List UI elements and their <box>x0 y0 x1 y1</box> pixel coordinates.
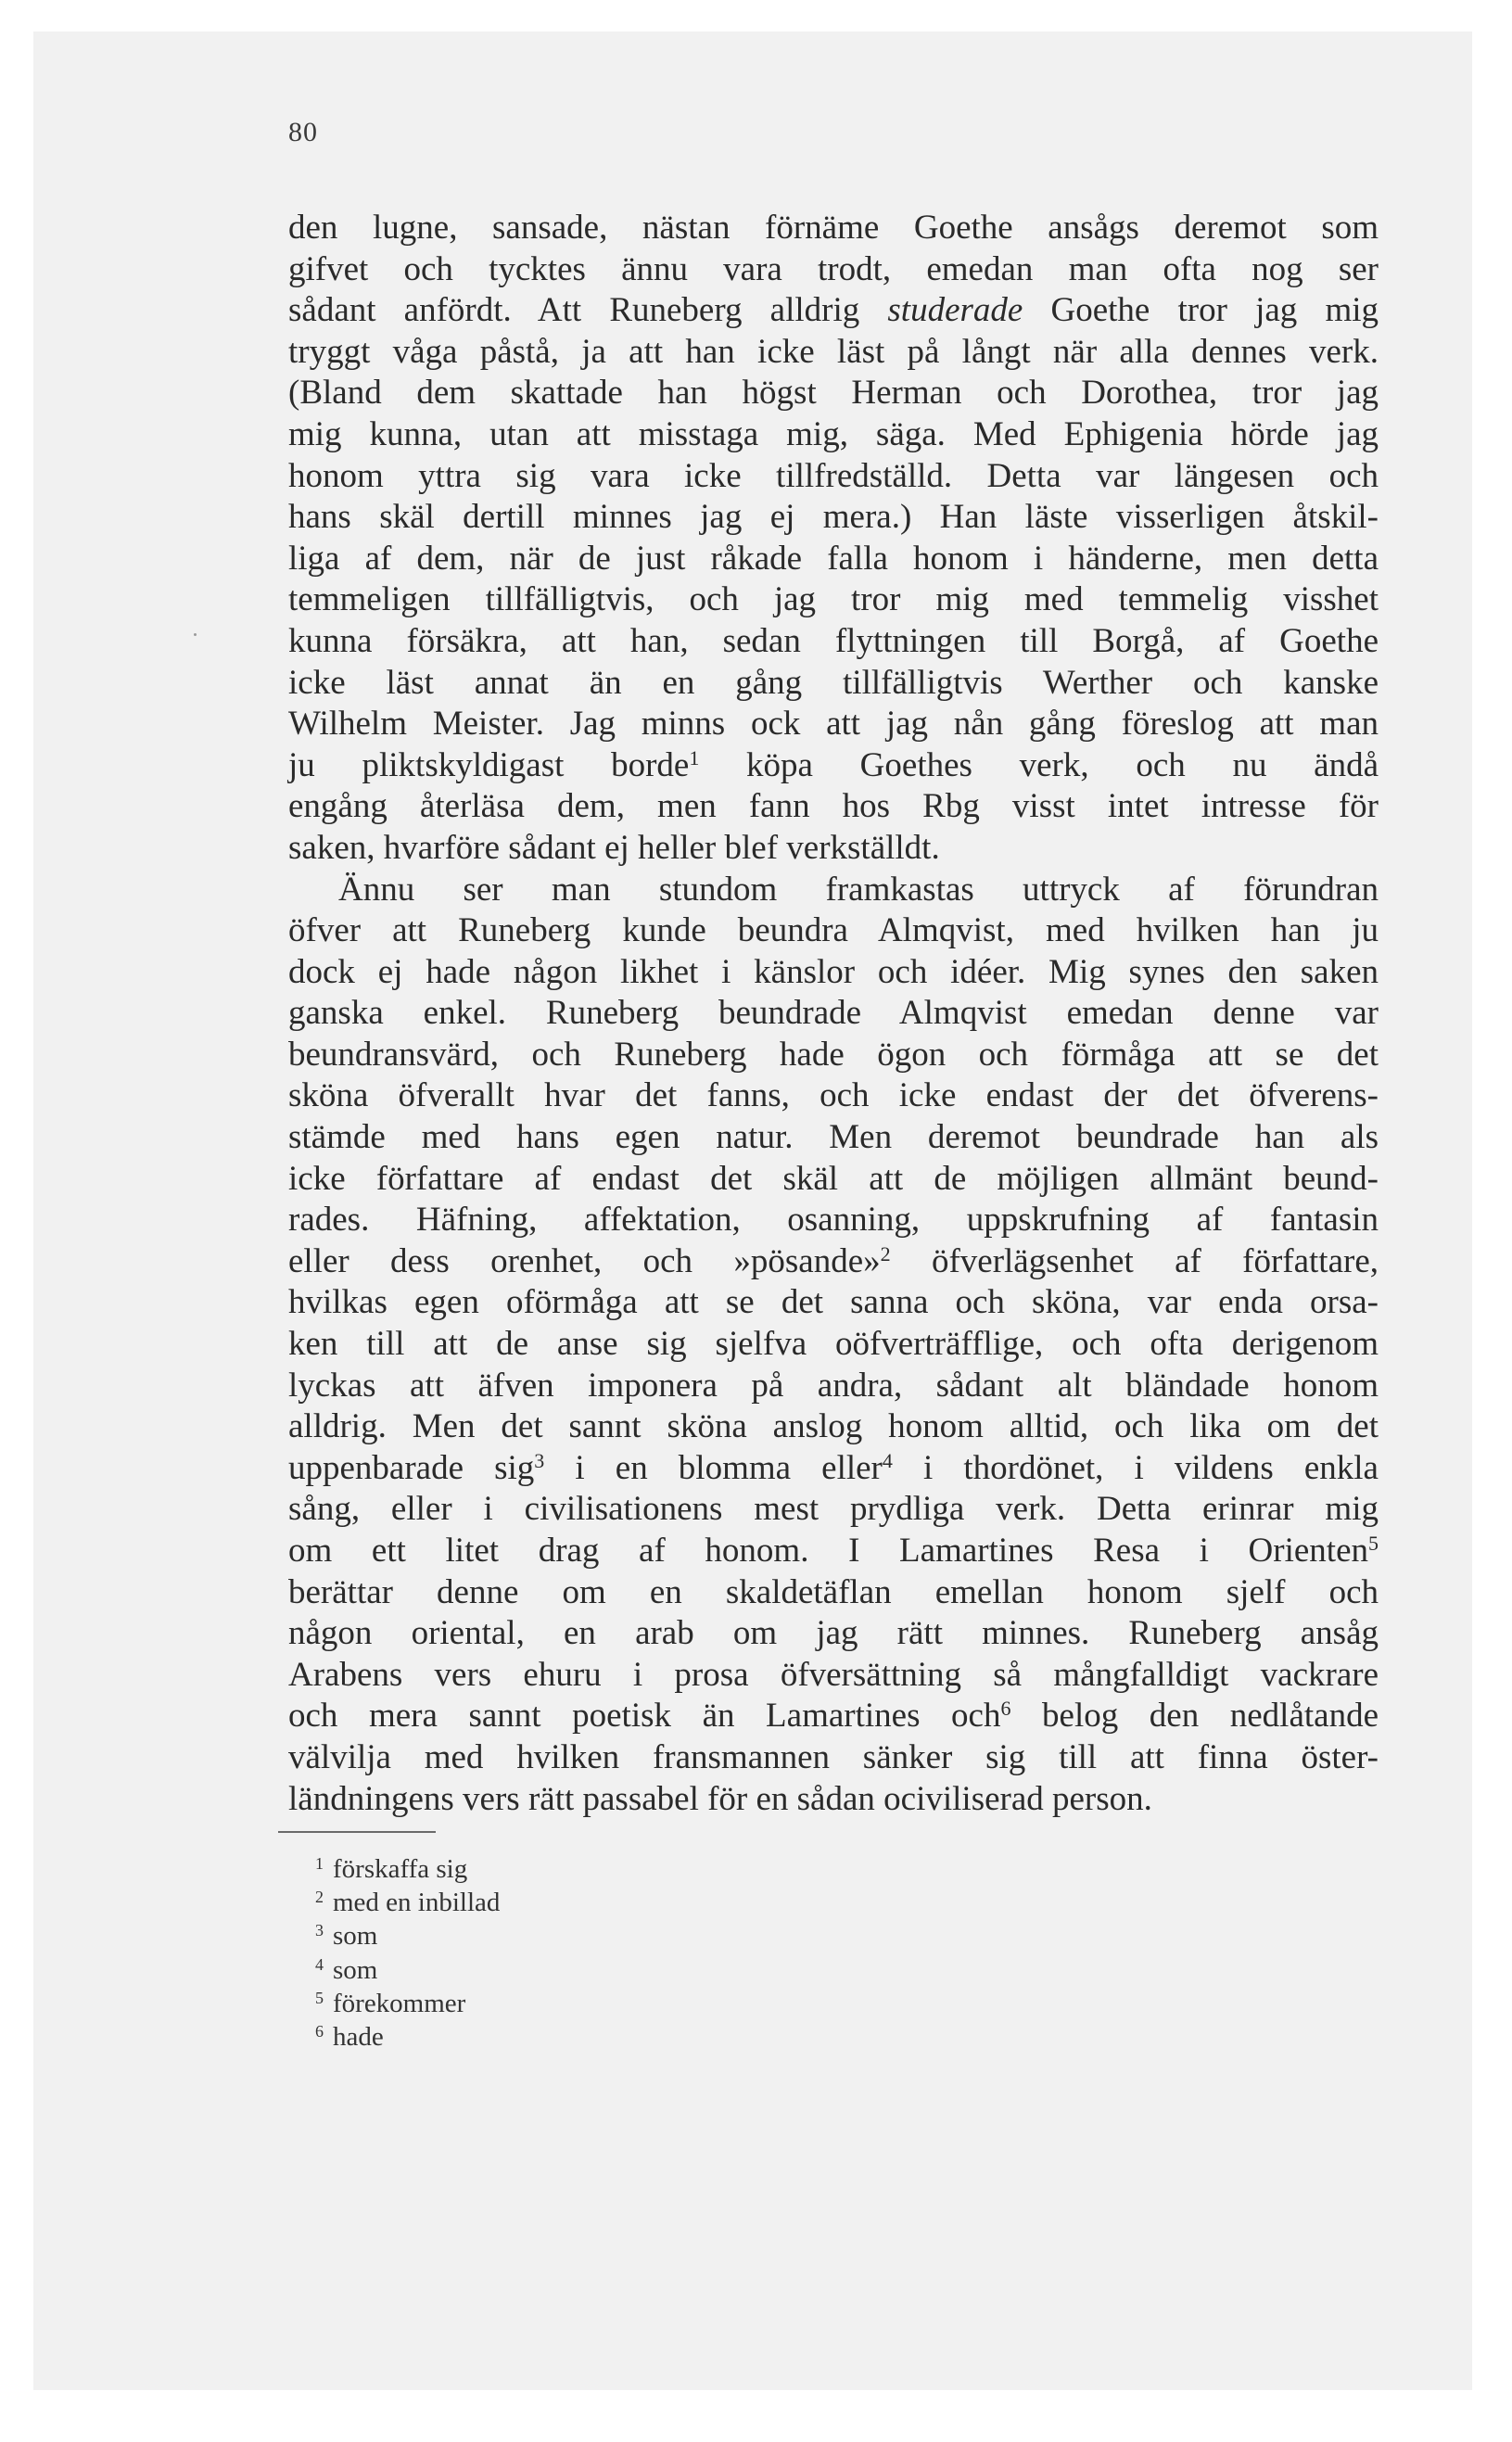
footnote-reference: 3 <box>534 1448 545 1472</box>
text-line: icke författare af endast det skäl att de möjligen allmänt beund- <box>288 1159 1379 1198</box>
footnote <box>315 1919 500 1952</box>
footnote-text: som <box>333 1921 378 1952</box>
text-line: Arabens vers ehuru i prosa öfversättning så mångfalldigt vackrare <box>288 1655 1379 1694</box>
text-segment: och mera sannt poetisk än Lamartines och <box>288 1697 1001 1736</box>
footnote-reference: 2 <box>880 1241 891 1266</box>
footnote-mark: 1 <box>315 1854 324 1873</box>
text-line: hvilkas egen oförmåga att se det sanna och sköna, var enda orsa- <box>288 1283 1379 1322</box>
text-line: alldrig. Men det sannt sköna anslog honom alltid, och lika om det <box>288 1407 1379 1446</box>
text-line: honom yttra sig vara icke tillfredställd. Detta var längesen och <box>288 456 1379 495</box>
footnote <box>315 1852 500 1886</box>
text-line: temmeligen tillfälligtvis, och jag tror mig med temmelig visshet <box>288 580 1379 619</box>
text-line: berättar denne om en skaldetäflan emellan honom sjelf och <box>288 1572 1379 1611</box>
text-segment: köpa Goethes verk, och nu ändå <box>699 745 1379 784</box>
text-line: den lugne, sansade, nästan förnäme Goethe ansågs deremot som <box>288 209 1379 247</box>
footnote <box>315 1953 500 1987</box>
text-line: Ännu ser man stundom framkastas uttryck af förundran <box>338 870 1379 909</box>
footnote <box>315 1886 500 1919</box>
text-segment: i en blomma eller <box>544 1448 883 1487</box>
text-line: dock ej hade någon likhet i känslor och idéer. Mig synes den saken <box>288 952 1379 991</box>
footnote-text: förekommer <box>333 1988 466 2018</box>
text-line: sång, eller i civilisationens mest prydliga verk. Detta erinrar mig <box>288 1490 1379 1529</box>
footnote-mark: 6 <box>315 2022 324 2041</box>
body-text <box>288 208 1379 1820</box>
footnote-mark: 5 <box>315 1988 324 2007</box>
text-segment: sådant anfördt. Att Runeberg alldrig <box>288 291 888 330</box>
footnote-reference: 4 <box>882 1448 893 1472</box>
footnote-text: med en inbillad <box>333 1888 501 1918</box>
text-segment: eller dess orenhet, och »pösande» <box>288 1241 881 1280</box>
footnote-text: som <box>333 1954 378 1985</box>
text-segment: Goethe tror jag mig <box>1023 291 1379 330</box>
text-line: (Bland dem skattade han högst Herman och Dorothea, tror jag <box>288 374 1379 413</box>
text-line <box>288 745 1379 787</box>
text-line: saken, hvarföre sådant ej heller blef verkställdt. <box>288 828 940 867</box>
footnote-reference: 1 <box>689 745 700 769</box>
text-line <box>288 1531 1379 1572</box>
text-line: liga af dem, när de just råkade falla honom i händerne, men detta <box>288 539 1379 578</box>
text-line: beundransvärd, och Runeberg hade ögon och förmåga att se det <box>288 1035 1379 1074</box>
text-line <box>288 1241 1379 1283</box>
text-line: välvilja med hvilken fransmannen sänker sig till att finna öster- <box>288 1737 1379 1776</box>
footnote-reference: 6 <box>1000 1697 1011 1721</box>
text-line: rades. Häfning, affektation, osanning, uppskrufning af fantasin <box>288 1201 1379 1240</box>
footnote-reference: 5 <box>1368 1532 1379 1555</box>
footnote-mark: 4 <box>315 1954 324 1974</box>
paragraph <box>288 208 1379 870</box>
text-line: öfver att Runeberg kunde beundra Almqvist, med hvilken han ju <box>288 911 1379 950</box>
text-line: stämde med hans egen natur. Men deremot beundrade han als <box>288 1118 1379 1157</box>
text-line: hans skäl dertill minnes jag ej mera.) Han läste visserligen åtskil- <box>288 498 1379 537</box>
text-segment: ju pliktskyldigast borde <box>288 745 690 784</box>
text-segment: uppenbarade sig <box>288 1448 535 1487</box>
footnote-text: förskaffa sig <box>333 1854 468 1884</box>
text-line: lyckas att äfven imponera på andra, sådant alt bländade honom <box>288 1366 1379 1405</box>
text-line: tryggt våga påstå, ja att han icke läst på långt när alla dennes verk. <box>288 332 1379 371</box>
footnotes <box>315 1852 500 2054</box>
text-segment: belog den nedlåtande <box>1010 1697 1379 1736</box>
text-line <box>288 290 1379 332</box>
text-line: icke läst annat än en gång tillfälligtvis Werther och kanske <box>288 663 1379 702</box>
footnote-mark: 3 <box>315 1921 324 1940</box>
italic-text: studerade <box>887 291 1023 330</box>
footnote-text: hade <box>333 2022 384 2053</box>
text-line <box>288 1448 1379 1490</box>
footnote <box>315 2020 500 2054</box>
text-line: kunna försäkra, att han, sedan flyttningen till Borgå, af Goethe <box>288 621 1379 660</box>
text-line: gifvet och tycktes ännu vara trodt, emedan man ofta nog ser <box>288 249 1379 288</box>
text-segment: öfverlägsenhet af författare, <box>890 1241 1379 1280</box>
text-line: engång återläsa dem, men fann hos Rbg visst intet intresse för <box>288 787 1379 826</box>
footnote <box>315 1987 500 2020</box>
text-line: sköna öfverallt hvar det fanns, och icke endast der det öfverens- <box>288 1076 1379 1115</box>
text-line: ken till att de anse sig sjelfva oöfverträfflige, och ofta derigenom <box>288 1325 1379 1364</box>
text-line <box>288 1696 1379 1737</box>
text-segment: om ett litet drag af honom. I Lamartines Resa i Orienten <box>288 1532 1368 1570</box>
footnote-mark: 2 <box>315 1888 324 1907</box>
paragraph <box>288 870 1379 1821</box>
text-line: ländningens vers rätt passabel för en sådan ociviliserad person. <box>288 1779 1152 1818</box>
text-line: Wilhelm Meister. Jag minns ock att jag nån gång föreslog att man <box>288 705 1379 744</box>
page-number: 80 <box>288 117 318 147</box>
footnote-rule <box>278 1831 436 1833</box>
scan-speck <box>194 633 197 636</box>
text-line: ganska enkel. Runeberg beundrade Almqvist emedan denne var <box>288 994 1379 1033</box>
text-segment: i thordönet, i vildens enkla <box>892 1448 1379 1487</box>
text-line: någon oriental, en arab om jag rätt minnes. Runeberg ansåg <box>288 1614 1379 1653</box>
text-line: mig kunna, utan att misstaga mig, säga. Med Ephigenia hörde jag <box>288 414 1379 453</box>
